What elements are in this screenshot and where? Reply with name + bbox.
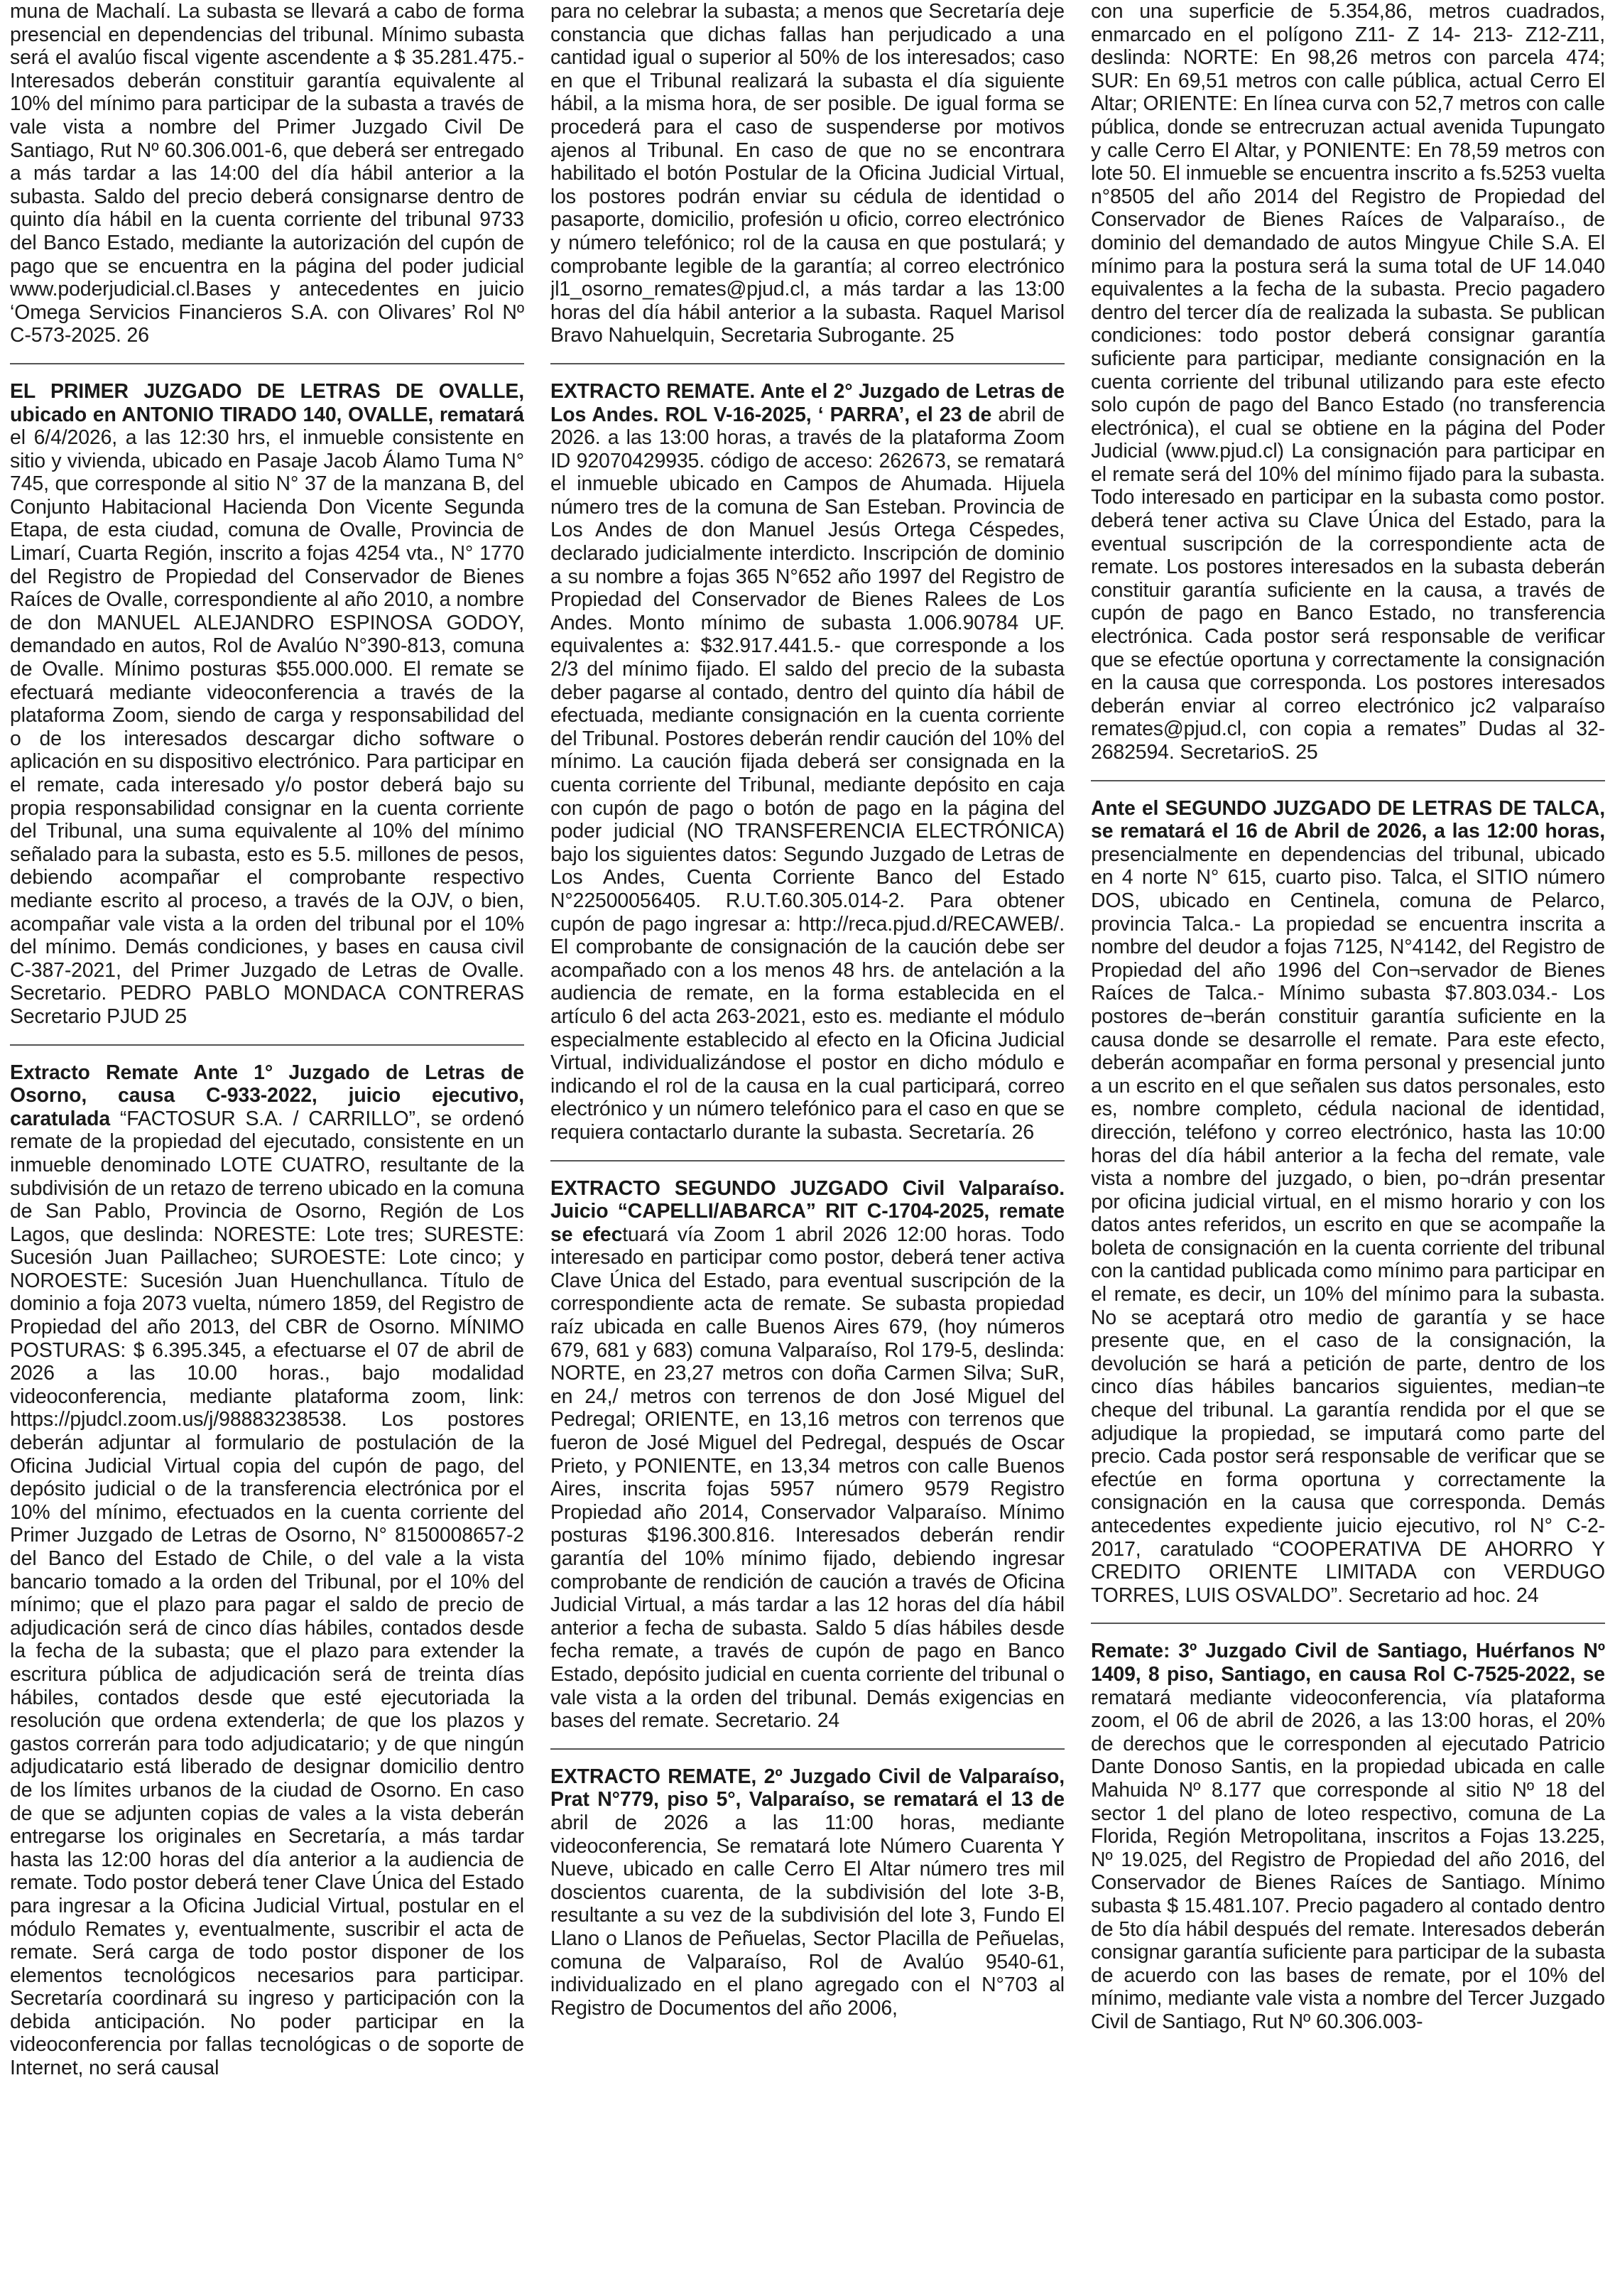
- column-right: [1091, 0, 1605, 2296]
- notice-lead: EXTRACTO REMATE. Ante el 2° Juzgado de Letras de Los Andes. ROL V-16-2025, ‘ PARRA’, el 23 de: [550, 379, 1065, 426]
- notice-valparaiso-continuation: [1091, 0, 1605, 764]
- notice-divider: [550, 1748, 1065, 1750]
- notice-los-andes: [550, 380, 1065, 1144]
- notice-lead: Ante el SEGUNDO JUZGADO DE LETRAS DE TALCA, se rematará el 16 de Abril de 2026, a las 12:00 horas,: [1091, 796, 1605, 843]
- notice-santiago-tercer: [1091, 1640, 1605, 2033]
- notice-osorno-continuation: [550, 0, 1065, 347]
- column-left: [10, 0, 524, 2296]
- notice-ovalle: [10, 380, 524, 1029]
- notice-divider: [10, 363, 524, 364]
- column-middle: [550, 0, 1065, 2296]
- notice-divider: [550, 363, 1065, 364]
- notice-body: tuará vía Zoom 1 abril 2026 12:00 horas. Todo interesado en participar como postor, deberá tener activa Clave Única del Estado, para eventual suscripción de la correspondiente acta de remate. Se subasta propiedad raíz ubicada en calle Buenos Aires 679, (hoy números 679, 681 y 683) comuna Valparaíso, Rol 179-5, deslinda: NORTE, en 23,27 metros con doña Carmen Silva; SuR, en 24,/ metros con terrenos de don José Miguel del Pedregal; ORIENTE, en 13,16 metros con terrenos que fueron de José Miguel del Pedregal, después de Oscar Prieto, y PONIENTE, en 13,34 metros con calle Buenos Aires, inscrita fojas 5957 número 9579 Registro Propiedad año 2014, Conservador Valparaíso. Mínimo posturas $196.300.816. Interesados deberán rendir garantía del 10% mínimo fijado, debiendo ingresar comprobante de rendición de caución a través de Oficina Judicial Virtual, a más tardar a las 12 horas del día hábil anterior a fecha de subasta. Saldo 5 días hábiles desde fecha remate, a través de cupón de pago en Banco Estado, depósito judicial en cuenta corriente del tribunal o vale vista a la orden del tribunal. Demás exigencias en bases del remate. Secretario. 24: [550, 1223, 1065, 1733]
- notice-osorno: [10, 1061, 524, 2080]
- notice-divider: [550, 1160, 1065, 1161]
- notice-divider: [1091, 1623, 1605, 1624]
- notice-talca: [1091, 797, 1605, 1608]
- notice-lead: EXTRACTO SEGUNDO JUZGADO Civil Valparaíso. Juicio “CAPELLI/ABARCA” RIT C-1704-2025, remate se efec: [550, 1176, 1065, 1246]
- notice-lead: Extracto Remate Ante 1° Juzgado de Letras de Osorno, causa C-933-2022, juicio ejecutivo, caratulada: [10, 1061, 524, 1130]
- notice-lead: EXTRACTO REMATE, 2º Juzgado Civil de Valparaíso, Prat N°779, piso 5°, Valparaíso, se rematará el 13 de: [550, 1765, 1065, 1812]
- notice-divider: [10, 1044, 524, 1046]
- notice-valparaiso-capelli: [550, 1177, 1065, 1733]
- notice-divider: [1091, 780, 1605, 781]
- notice-machali-continuation: [10, 0, 524, 347]
- notice-body: el 6/4/2026, a las 12:30 hrs, el inmueble consistente en sitio y vivienda, ubicado en Pasaje Jacob Álamo Tuma N° 745, que corresponde al sitio N° 37 de la manzana B, del Conjunto Habitacional Hacienda Don Vicente Segunda Etapa, de esta ciudad, comuna de Ovalle, Provincia de Limarí, Cuarta Región, inscrito a fojas 4254 vta., N° 1770 del Registro de Propiedad del Conservador de Bienes Raíces de Ovalle, correspondiente al año 2010, a nombre de don MANUEL ALEJANDRO ESPINOSA GODOY, demandado en autos, Rol de Avalúo N°390-813, comuna de Ovalle. Mínimo posturas $55.000.000. El remate se efectuará mediante videoconferencia a través de la plataforma Zoom, siendo de carga y responsabilidad del o de los interesados descargar dicho software o aplicación en su dispositivo electrónico. Para participar en el remate, cada interesado y/o postor deberá bajo su propia responsabilidad consignar en la cuenta corriente del Tribunal, una suma equivalente al 10% del mínimo señalado para la subasta, esto es 5.5. millones de pesos, debiendo acompañar el comprobante respectivo mediante escrito al proceso, a través de la OJV, o bien, acompañar vale vista a la orden del tribunal por el 10% del mínimo. Demás condiciones, y bases en causa civil C-387-2021, del Primer Juzgado de Letras de Ovalle. Secretario. PEDRO PABLO MONDACA CONTRERAS Secretario PJUD 25: [10, 426, 524, 1028]
- notice-body: para no celebrar la subasta; a menos que Secretaría deje constancia que dichas fallas han perjudicado a una cantidad igual o superior al 50% de los interesados; caso en que el Tribunal realizará la subasta el día siguiente hábil, a la misma hora, de ser posible. De igual forma se procederá para el caso de suspenderse por motivos ajenos al Tribunal. En caso de que no se encontrara habilitado el botón Postular de la Oficina Judicial Virtual, los postores podrán enviar su cédula de identidad o pasaporte, domicilio, profesión u oficio, correo electrónico y número telefónico; rol de la causa en que postulará; y comprobante legible de la garantía; al correo electrónico jl1_osorno_remates@pjud.cl, a más tardar a las 13:00 horas del día hábil anterior a la subasta. Raquel Marisol Bravo Nahuelquin, Secretaria Subrogante. 25: [550, 0, 1065, 347]
- notice-body: muna de Machalí. La subasta se llevará a cabo de forma presencial en dependencias del tribunal. Mínimo subasta será el avalúo fiscal vigente ascendente a $ 35.281.475.- Interesados deberán constituir garantía equivalente al 10% del mínimo para participar de la subasta a través de vale vista a nombre del Primer Juzgado Civil De Santiago, Rut Nº 60.306.001-6, que deberá ser entregado a más tardar a las 14:00 del día hábil anterior a la subasta. Saldo del precio deberá consignarse dentro de quinto día hábil en la cuenta corriente del tribunal 9733 del Banco Estado, mediante la autorización del cupón de pago que se encuentra en la página del poder judicial www.poderjudicial.cl.Bases y antecedentes en juicio ‘Omega Servicios Financieros S.A. con Olivares’ Rol Nº C-573-2025. 26: [10, 0, 524, 347]
- notice-body: abril de 2026 a las 11:00 horas, mediante videoconferencia, Se rematará lote Número Cuarenta Y Nueve, ubicado en calle Cerro El Altar número tres mil doscientos cuarenta, de la subdivisión del lote 3-B, resultante a su vez de la subdivisión del lote 3, Fundo El Llano o Llanos de Peñuelas, Sector Placilla de Peñuelas, comuna de Valparaíso, Rol de Avalúo 9540-61, individualizado en el plano agregado con el N°703 al Registro de Documentos del año 2006,: [550, 1811, 1065, 2020]
- notice-valparaiso-prat: [550, 1765, 1065, 2020]
- notice-body: presencialmente en dependencias del tribunal, ubicado en 4 norte N° 615, cuarto piso. Talca, el SITIO número DOS, ubicado en Centinela, comuna de Pelarco, provincia Talca.- La propiedad se encuentra inscrita a nombre del deudor a fojas 7125, N°4142, del Registro de Propiedad del año 1996 del Con¬servador de Bienes Raíces de Talca.- Mínimo subasta $7.803.034.- Los postores de¬berán constituir garantía suficiente en la causa donde se desarrolle el remate. Para este efecto, deberán acompañar en forma personal y presencial junto a un escrito en el que señalen sus datos personales, esto es, nombre completo, cédula nacional de identidad, dirección, teléfono y correo electrónico, hasta las 10:00 horas del día hábil anterior a la fecha del remate, vale vista a nombre del juzgado, o bien, po¬drán presentar por oficina judicial virtual, en el mismo horario y con los datos antes referidos, un escrito en que se acompañe la boleta de consignación en la cuenta corriente del tribunal con la cantidad publicada como mínimo para participar en el remate, es decir, un 10% del mínimo para la subasta. No se aceptará otro medio de garantía y se hace presente que, en el caso de la consignación, la devolución se hará a petición de parte, dentro de los cinco días hábiles bancarios siguientes, median¬te cheque del tribunal. La garantía rendida por el que se adjudique la propiedad, se imputará como parte del precio. Cada postor será responsable de verificar que se efectúe en forma oportuna y correctamente la consignación en la causa que corresponda. Demás antecedentes expediente juicio ejecutivo, rol N° C-2-2017, caratulado “COOPERATIVA DE AHORRO Y CREDITO ORIENTE LIMITADA con VERDUGO TORRES, LUIS OSVALDO”. Secretario ad hoc. 24: [1091, 843, 1605, 1607]
- notice-body: abril de 2026. a las 13:00 horas, a través de la plataforma Zoom ID 92070429935. código de acceso: 262673, se rematará el inmueble ubicado en Campos de Ahumada. Hijuela número tres de la comuna de San Esteban. Provincia de Los Andes de don Manuel Jesús Ortega Céspedes, declarado judicialmente interdicto. Inscripción de dominio a su nombre a fojas 365 N°652 año 1997 del Registro de Propiedad del Conservador de Bienes Ralees de Los Andes. Monto mínimo de subasta 1.006.90784 UF. equivalentes a: $32.917.441.5.- que corresponde a los 2/3 del mínimo fijado. El saldo del precio de la subasta deber pagarse al contado, dentro del quinto día hábil de efectuada, mediante consignación en la cuenta corriente del Tribunal. Postores deberán rendir caución del 10% del mínimo. La caución fijada deberá ser consignada en la cuenta corriente del Tribunal, mediante depósito en caja con cupón de pago o botón de pago en la página del poder judicial (NO TRANSFERENCIA ELECTRÓNICA) bajo los siguientes datos: Segundo Juzgado de Letras de Los Andes, Cuenta Corriente Banco del Estado N°22500056405. R.U.T.60.305.014-2. Para obtener cupón de pago ingresar a: http://reca.pjud.d/RECAWEB/. El comprobante de consignación de la caución debe ser acompañado con a los menos 48 hrs. de antelación a la audiencia de remate, en la forma establecida en el artículo 6 del acta 263-2021, esto es. mediante el módulo especialmente establecido al efecto en la Oficina Judicial Virtual, individualizándose el postor en dicho módulo e indicando el rol de la causa en la cual participará, correo electrónico y un número telefónico para el caso en que se requiera contactarlo durante la subasta. Secretaría. 26: [550, 403, 1065, 1144]
- notice-body: con una superficie de 5.354,86, metros cuadrados, enmarcado en el polígono Z11- Z 14- 213- Z12-Z11, deslinda: NORTE: En 98,26 metros con parcela 474; SUR: En 69,51 metros con calle pública, actual Cerro El Altar; ORIENTE: En línea curva con 52,7 metros con calle pública, donde se entrecruzan actual avenida Tupungato y calle Cerro El Altar, y PONIENTE: En 78,59 metros con lote 50. El inmueble se encuentra inscrito a fs.5253 vuelta n°8505 del año 2014 del Registro de Propiedad del Conservador de Bienes Raíces de Valparaíso., de dominio del demandado de autos Mingyue Chile S.A. El mínimo para la postura será la suma total de UF 14.040 equivalentes a la fecha de la subasta. Precio pagadero dentro del tercer día de realizada la subasta. Se publican condiciones: todo postor deberá consignar garantía suficiente para participar, mediante consignación en la cuenta corriente del tribunal utilizando para este efecto solo cupón de pago del Banco Estado (no transferencia electrónica), el cual se obtiene en la página del Poder Judicial (www.pjud.cl) La consignación para participar en el remate será del 10% del mínimo fijado para la subasta. Todo interesado en participar en la subasta como postor. deberá tener activa su Clave Única del Estado, para la eventual suscripción de la correspondiente acta de remate. Los postores interesados en la subasta deberán constituir garantía suficiente en la causa, a través de cupón de pago en Banco Estado, no transferencia electrónica. Cada postor será responsable de verificar que se efectúe oportuna y correctamente la consignación en la causa que corresponda. Los postores interesados deberán enviar al correo electrónico jc2 valparaíso remates@pjud.cl, con copia a remates” Dudas al 32-2682594. SecretarioS. 25: [1091, 0, 1605, 764]
- notice-lead: EL PRIMER JUZGADO DE LETRAS DE OVALLE, ubicado en ANTONIO TIRADO 140, OVALLE, rematará: [10, 379, 524, 426]
- notice-body: “FACTOSUR S.A. / CARRILLO”, se ordenó remate de la propiedad del ejecutado, consistente en un inmueble denominado LOTE CUATRO, resultante de la subdivisión de un retazo de terreno ubicado en la comuna de San Pablo, Provincia de Osorno, Región de Los Lagos, que deslinda: NORESTE: Lote tres; SURESTE: Sucesión Juan Paillacheo; SUROESTE: Lote cinco; y NOROESTE: Sucesión Juan Huenchullanca. Título de dominio a foja 2073 vuelta, número 1859, del Registro de Propiedad del año 2013, del CBR de Osorno. MÍNIMO POSTURAS: $ 6.395.345, a efectuarse el 07 de abril de 2026 a las 10.00 horas., bajo modalidad videoconferencia, mediante plataforma zoom, link: https://pjudcl.zoom.us/j/98883238538. Los postores deberán adjuntar al formulario de postulación de la Oficina Judicial Virtual copia del cupón de pago, del depósito judicial o de la transferencia electrónica por el 10% del mínimo, efectuados en la cuenta corriente del Primer Juzgado de Letras de Osorno, N° 8150008657-2 del Banco del Estado de Chile, o del vale a la vista bancario tomado a la orden del Tribunal, por el 10% del mínimo; que el plazo para pagar el saldo de precio de adjudicación será de cinco días hábiles, contados desde la fecha de la subasta; que el plazo para extender la escritura pública de adjudicación será de treinta días hábiles, contados desde que esté ejecutoriada la resolución que ordena extenderla; de que los plazos y gastos correrán para todo adjudicatario; y de que ningún adjudicatario está liberado de designar domicilio dentro de los límites urbanos de la ciudad de Osorno. En caso de que se adjunten copias de vales a la vista deberán entregarse los originales en Secretaría, a más tardar hasta las 12:00 horas del día anterior a la audiencia de remate. Todo postor deberá tener Clave Única del Estado para ingresar a la Oficina Judicial Virtual, postular en el módulo Remates y, eventualmente, suscribir el acta de remate. Será carga de todo postor disponer de los elementos tecnológicos necesarios para participar. Secretaría coordinará su ingreso y participación con la debida anticipación. No poder participar en la videoconferencia por fallas tecnológicas o de soporte de Internet, no será causal: [10, 1107, 524, 2080]
- notice-body: rematará mediante videoconferencia, vía plataforma zoom, el 06 de abril de 2026, a las 13:00 horas, el 20% de derechos que le corresponden al ejecutado Patricio Dante Donoso Santis, en la propiedad ubicada en calle Mahuida Nº 8.177 que corresponde al sitio Nº 18 del sector 1 del plano de loteo respectivo, comuna de La Florida, Región Metropolitana, inscritos a Fojas 13.225, Nº 19.025, del Registro de Propiedad del año 2016, del Conservador de Bienes Raíces de Santiago. Mínimo subasta $ 15.481.107. Precio pagadero al contado dentro de 5to día hábil después del remate. Interesados deberán consignar garantía suficiente para participar de la subasta de acuerdo con las bases de remate, por el 10% del mínimo, mediante vale vista a nombre del Tercer Juzgado Civil de Santiago, Rut Nº 60.306.003-: [1091, 1686, 1605, 2033]
- notice-lead: Remate: 3º Juzgado Civil de Santiago, Huérfanos Nº 1409, 8 piso, Santiago, en causa Rol C-7525-2022, se: [1091, 1640, 1605, 1686]
